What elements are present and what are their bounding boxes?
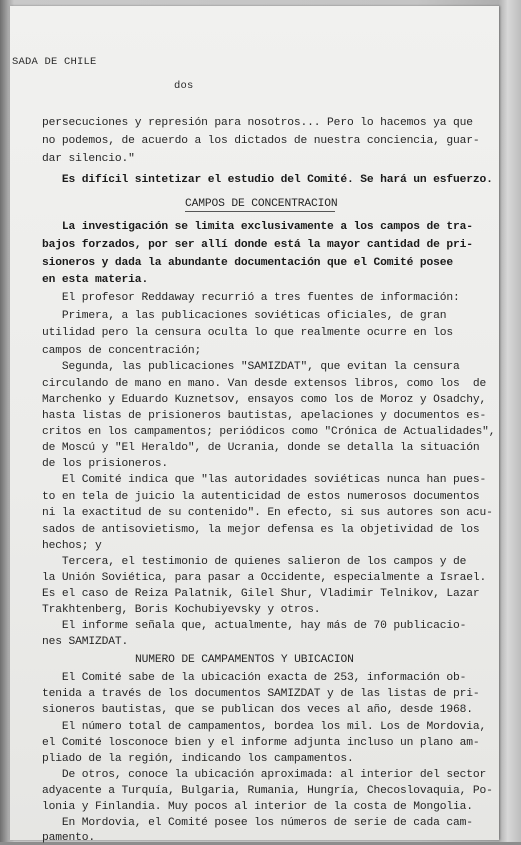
text-line: El profesor Reddaway recurrió a tres fuentes de información:: [42, 292, 460, 304]
text-line: El informe señala que, actualmente, hay más de 70 publicacio-: [42, 620, 467, 632]
text-line: Trakhtenberg, Boris Kochubiyevsky y otros.: [42, 604, 321, 616]
text-line: el Comité losconoce bien y el informe adjunta incluso un plano am-: [42, 737, 480, 749]
text-line: tenida a través de los documentos SAMIZDAT y de las listas de pri-: [42, 688, 480, 700]
text-line: circulando de mano en mano. Van desde extensos libros, como los de: [42, 378, 487, 390]
text-line: La investigación se limita exclusivamente a los campos de tra-: [42, 221, 473, 233]
text-line: persecuciones y represión para nosotros... Pero lo hacemos ya que: [42, 117, 473, 129]
text-line: Es difícil sintetizar el estudio del Comité. Se hará un esfuerzo.: [42, 174, 493, 186]
text-line: adyacente a Turquía, Bulgaria, Rumania, Hungría, Checoslovaquia, Po-: [42, 785, 493, 797]
text-line: lonia y Finlandia. Muy pocos al interior de la costa de Mongolia.: [42, 801, 473, 813]
document-sheet: [10, 6, 499, 844]
text-line: El Comité sabe de la ubicación exacta de 253, información ob-: [42, 672, 467, 684]
letterhead: SADA DE CHILE: [12, 56, 97, 68]
text-line: Segunda, las publicaciones "SAMIZDAT", que evitan la censura: [42, 361, 460, 373]
text-line: de Moscú y "El Heraldo", de Ucrania, donde se detalla la situación: [42, 442, 480, 454]
text-line: De otros, conoce la ubicación aproximada: al interior del sector: [42, 769, 487, 781]
text-line: en esta materia.: [42, 274, 149, 286]
text-line: sioneros y dada la abundante documentación que el Comité posee: [42, 257, 454, 269]
text-line: la Unión Soviética, para pasar a Occidente, especialmente a Israel.: [42, 572, 487, 584]
text-line: campos de concentración;: [42, 345, 202, 357]
text-line: Es el caso de Reiza Palatnik, Gilel Shur, Vladimir Telnikov, Lazar: [42, 588, 480, 600]
text-line: Marchenko y Eduardo Kuznetsov, ensayos como los de Moroz y Osadchy,: [42, 394, 487, 406]
text-line: utilidad pero la censura oculta lo que realmente ocurre en los: [42, 327, 454, 339]
text-line: no podemos, de acuerdo a los dictados de nuestra conciencia, guar-: [42, 135, 480, 147]
text-line: Tercera, el testimonio de quienes salieron de los campos y de: [42, 556, 467, 568]
text-line: pliado de la región, indicando los campamentos.: [42, 753, 354, 765]
heading-underline: [185, 211, 335, 212]
text-line: critos en los campamentos; periódicos como "Crónica de Actualidades",: [42, 426, 496, 438]
text-line: hasta listas de prisioneros bautistas, apelaciones y documentos es-: [42, 410, 487, 422]
text-line: de los prisioneros.: [42, 458, 168, 470]
text-line: hechos; y: [42, 540, 102, 552]
text-line: nes SAMIZDAT.: [42, 636, 129, 648]
text-line: Primera, a las publicaciones soviéticas oficiales, de gran: [42, 310, 447, 322]
page-edge: [499, 0, 521, 842]
text-line: El número total de campamentos, bordea los mil. Los de Mordovia,: [42, 721, 487, 733]
text-line: ni la exactitud de su contenido". En efecto, si sus autores son acu-: [42, 507, 493, 519]
section-heading: CAMPOS DE CONCENTRACION: [185, 198, 338, 210]
text-line: dar silencio.": [42, 153, 135, 165]
section-heading: NUMERO DE CAMPAMENTOS Y UBICACION: [135, 654, 354, 666]
text-line: bajos forzados, por ser allí donde está la mayor cantidad de pri-: [42, 239, 473, 251]
text-line: sados de antisovietismo, la mejor defensa es la objetividad de los: [42, 524, 480, 536]
text-line: to en tela de juicio la autenticidad de estos numerosos documentos: [42, 491, 480, 503]
text-line: El Comité indica que "las autoridades soviéticas nunca han pues-: [42, 474, 487, 486]
page-number: dos: [174, 80, 194, 92]
text-line: sioneros bautistas, que se publican dos veces al año, desde 1968.: [42, 704, 473, 716]
text-line: En Mordovia, el Comité posee los números de serie de cada cam-: [42, 817, 473, 829]
text-line: pamento.: [42, 832, 96, 844]
